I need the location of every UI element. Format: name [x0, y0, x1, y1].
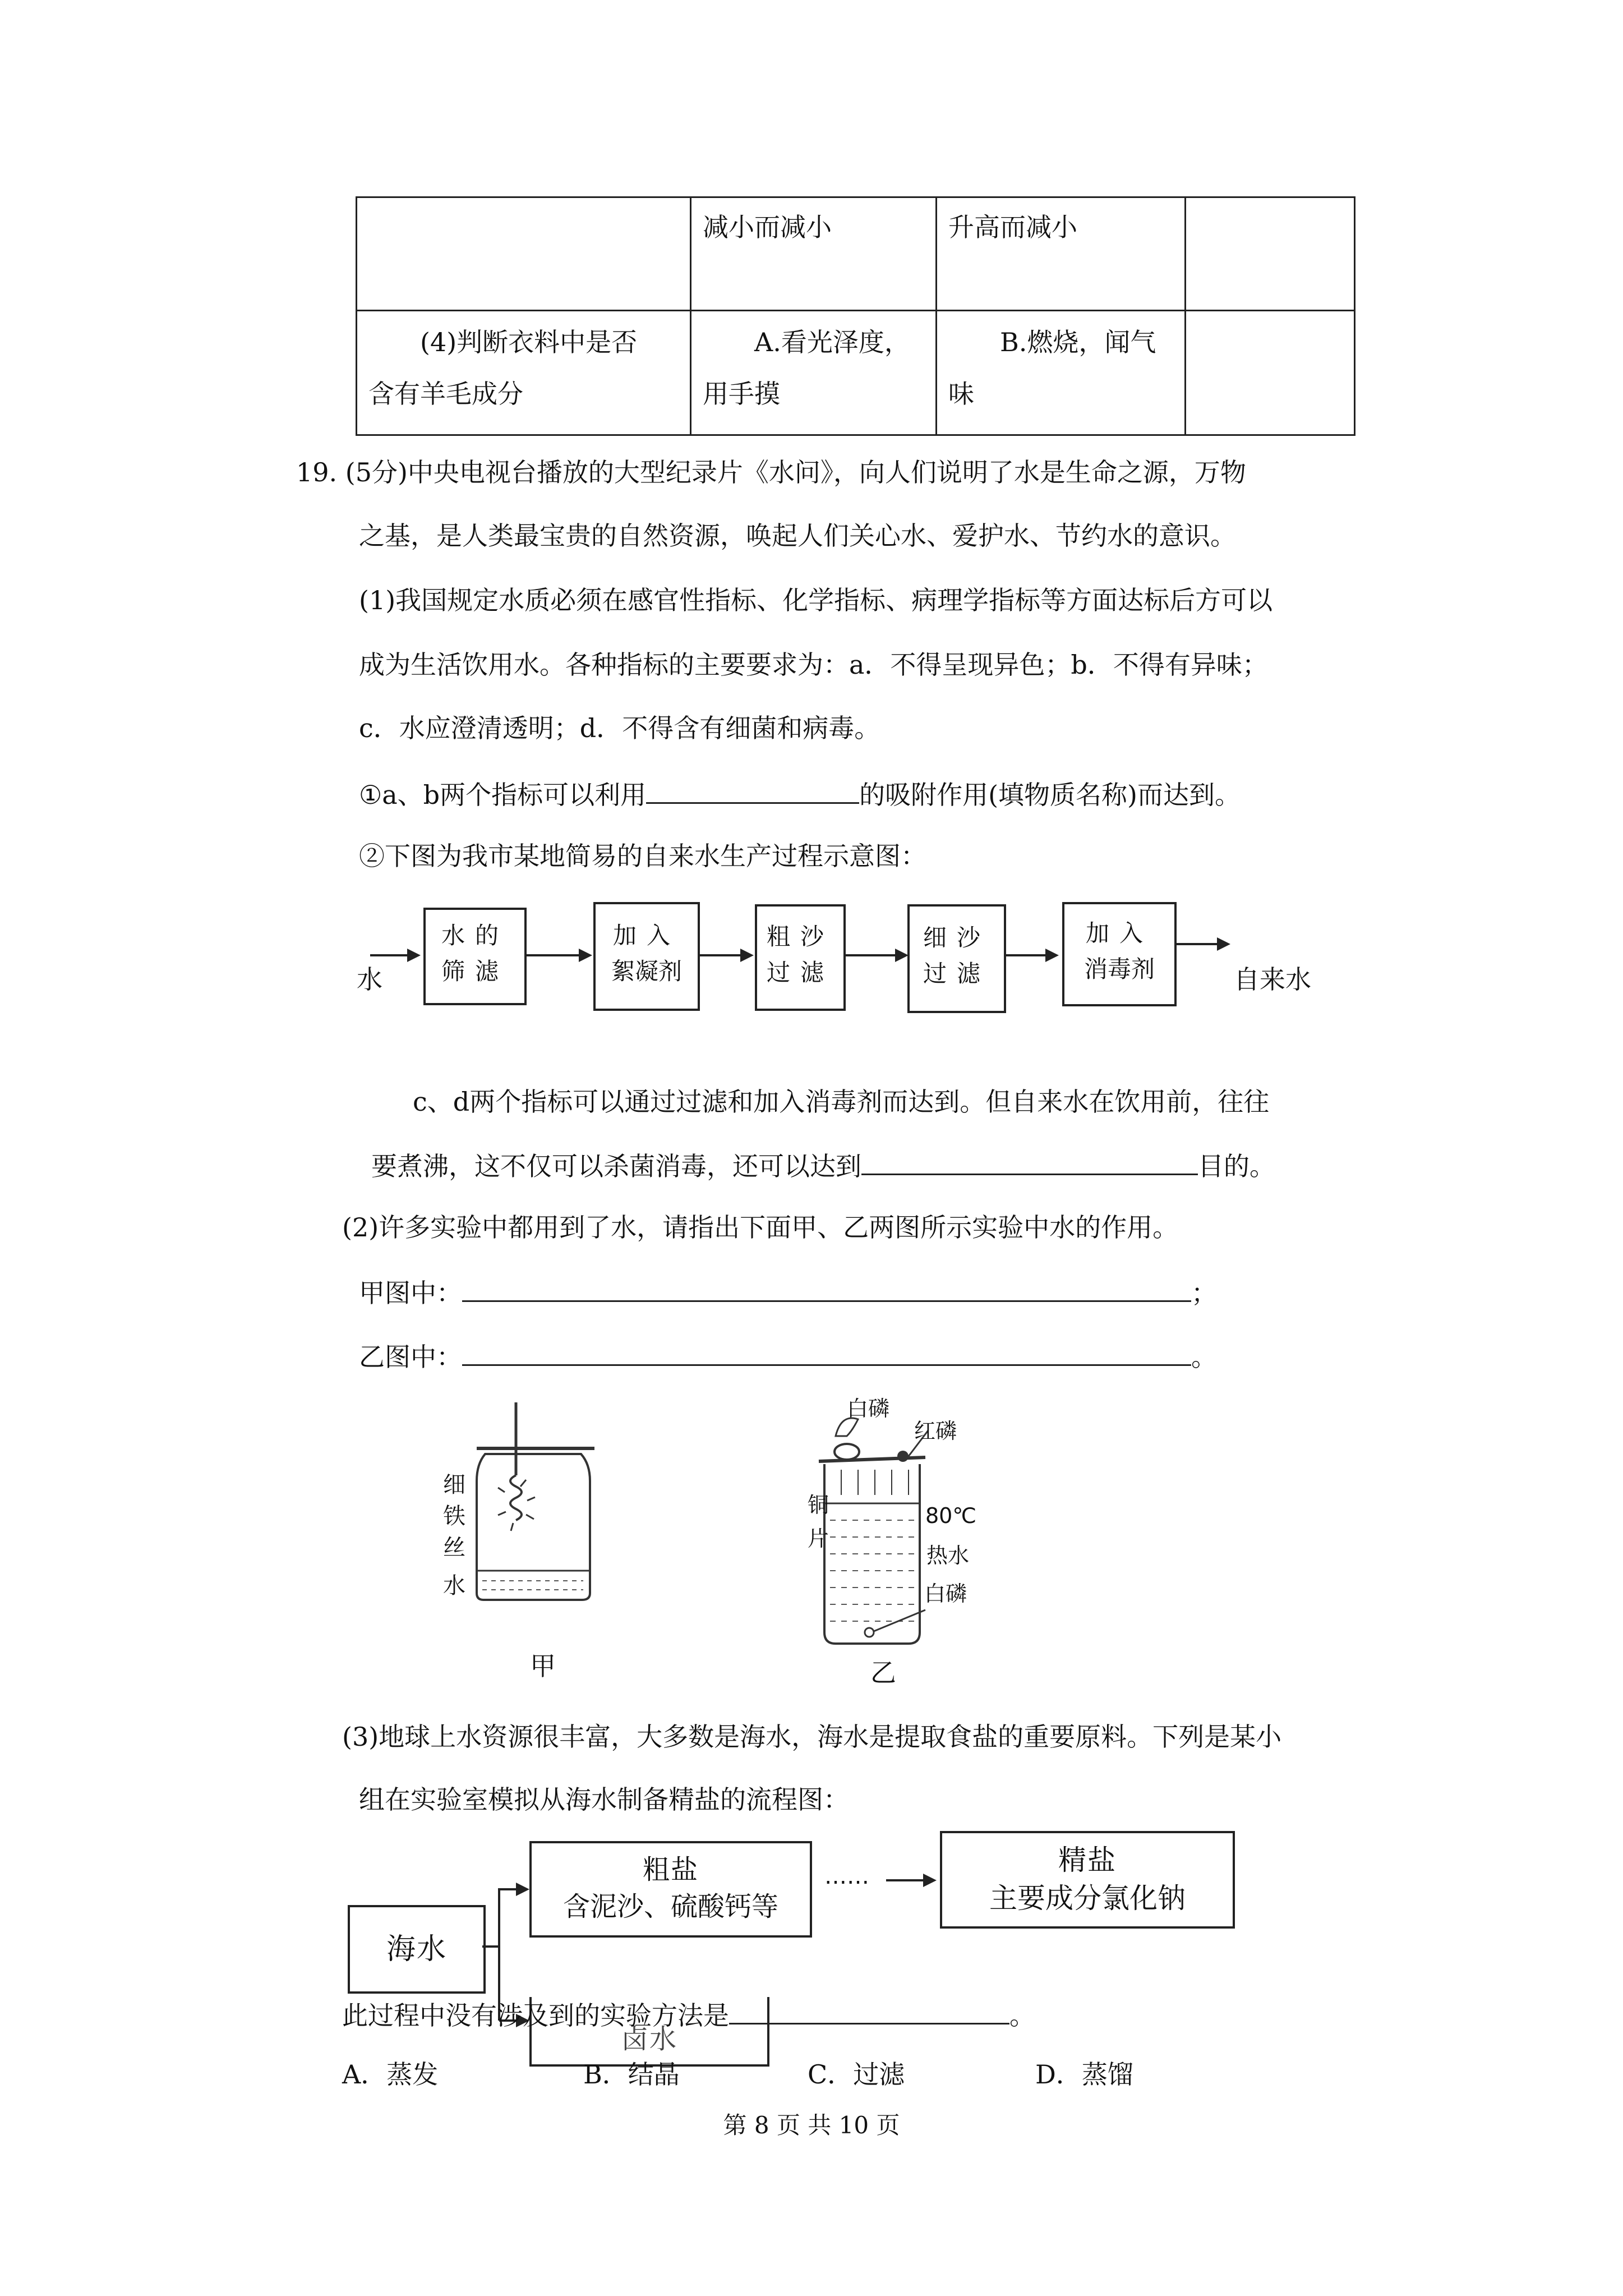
cell-line: 用手摸 — [703, 379, 780, 409]
part1-line2: 成为生活饮用水。各种指标的主要要求为：a．不得呈现异色；b．不得有异味； — [359, 650, 1268, 680]
flow-box-text: 加入 — [612, 922, 680, 949]
table-row — [357, 197, 1355, 311]
jia-question — [359, 1274, 1217, 1310]
flow-arrow-head — [1217, 937, 1230, 951]
table-cell — [357, 311, 691, 435]
figure-jia-iron-wire — [443, 1402, 611, 1616]
yi-end: 。 — [1191, 1342, 1217, 1372]
flow-box-coarse-sand — [755, 904, 846, 1011]
yi-label-white-p: 白磷 — [847, 1396, 890, 1421]
figure-jia-caption: 甲 — [530, 1651, 556, 1681]
flow-arrow-head — [579, 949, 592, 962]
cd-text-after: 目的。 — [1198, 1151, 1275, 1181]
sub1-question — [359, 776, 1241, 812]
flow-arrow — [524, 954, 580, 956]
jia-apparatus-drawing — [443, 1402, 611, 1616]
yi-label-pian: 片 — [808, 1526, 829, 1551]
page-footer: 第 8 页 共 10 页 — [723, 2111, 900, 2139]
yi-question — [359, 1338, 1217, 1374]
answer-blank-yi[interactable] — [462, 1338, 1191, 1366]
part2-text: (2)许多实验中都用到了水，请指出下面甲、乙两图所示实验中水的作用。 — [342, 1212, 1179, 1243]
cell-line: (4)判断衣料中是否 — [420, 327, 638, 357]
flow2-connector — [482, 1945, 499, 1948]
table-cell — [357, 197, 691, 311]
flow-box-disinfectant — [1062, 902, 1177, 1006]
bottom-box-text: 卤水 — [621, 2023, 677, 2055]
flow-arrow-head — [740, 949, 754, 962]
cell-line: B.燃烧，闻气 — [1000, 327, 1156, 357]
question-19-line2: 之基，是人类最宝贵的自然资源，唤起人们关心水、爱护水、节约水的意识。 — [359, 521, 1236, 551]
flow-box-text: 过滤 — [766, 959, 834, 986]
cd-text-before: 要煮沸，这不仅可以杀菌消毒，还可以达到 — [371, 1151, 861, 1181]
flow-box-text: 粗沙 — [766, 923, 834, 950]
jingyan-detail: 主要成分氯化钠 — [989, 1882, 1186, 1915]
flow-arrow-head — [1045, 949, 1059, 962]
cuyan-box — [529, 1841, 812, 1938]
jingyan-box — [940, 1831, 1235, 1929]
haishui-box — [348, 1905, 486, 1994]
flow-arrow — [1004, 954, 1048, 956]
flow-box-text: 加入 — [1085, 919, 1153, 947]
flow-input-label: 水 — [357, 964, 382, 995]
flow2-dots: …… — [824, 1864, 869, 1889]
option-c[interactable]: C．过滤 — [808, 2059, 905, 2090]
flow-arrow — [843, 954, 897, 956]
sub1-text-before: ①a、b两个指标可以利用 — [359, 780, 647, 810]
flow-arrow-head — [407, 949, 421, 962]
yi-label-white-p-2: 白磷 — [924, 1581, 967, 1606]
yi-label-tong: 铜 — [808, 1493, 829, 1517]
table-cell — [691, 311, 937, 435]
table-cell: 减小而减小 — [691, 197, 937, 311]
cd-line2 — [371, 1148, 1275, 1183]
table-row — [357, 311, 1355, 435]
flow-box-text: 筛滤 — [441, 958, 509, 985]
jia-label-water: 水 — [443, 1573, 465, 1599]
answer-blank-adsorbent[interactable] — [646, 776, 859, 804]
option-d[interactable]: D．蒸馏 — [1035, 2059, 1133, 2090]
cell-line: 味 — [948, 379, 974, 409]
cell-line: A.看光泽度， — [754, 327, 910, 357]
table-cell — [937, 311, 1186, 435]
table-cell — [1186, 197, 1355, 311]
table-cell: 升高而减小 — [937, 197, 1186, 311]
yi-label: 乙图中： — [359, 1342, 462, 1372]
jia-label-si: 丝 — [443, 1535, 465, 1561]
part3-q-before: 此过程中没有涉及到的实验方法是 — [342, 2000, 729, 2031]
part3-q-after: 。 — [1009, 2000, 1035, 2031]
sub2-text: ②下图为我市某地简易的自来水生产过程示意图： — [359, 841, 926, 871]
part3-line1: (3)地球上水资源很丰富，大多数是海水，海水是提取食盐的重要原料。下列是某小 — [342, 1722, 1282, 1752]
part1-line1: (1)我国规定水质必须在感官性指标、化学指标、病理学指标等方面达标后方可以 — [359, 585, 1273, 615]
flow2-arrow — [886, 1879, 925, 1881]
flow-box-text: 消毒剂 — [1083, 955, 1155, 983]
table-cell — [1186, 311, 1355, 435]
jia-label-tie: 铁 — [443, 1503, 465, 1529]
figure-yi-caption: 乙 — [870, 1658, 896, 1688]
flow-arrow-head — [895, 949, 909, 962]
part3-line2: 组在实验室模拟从海水制备精盐的流程图： — [359, 1784, 849, 1815]
cell-line: 含有羊毛成分 — [368, 379, 523, 409]
cuyan-title: 粗盐 — [642, 1854, 699, 1885]
flow-box-fine-sand — [907, 904, 1006, 1013]
flow-box-text: 细沙 — [923, 924, 990, 951]
flow-box-flocculant — [593, 902, 700, 1011]
flow2-arrow-head — [923, 1874, 937, 1887]
flow-output-label: 自来水 — [1234, 964, 1311, 995]
flow-arrow — [1174, 943, 1219, 945]
part3-question — [342, 1997, 1035, 2032]
flow-box-text: 絮凝剂 — [611, 958, 682, 985]
jia-label-xi: 细 — [443, 1472, 465, 1498]
yi-label-red-p: 红磷 — [914, 1419, 957, 1443]
cuyan-detail: 含泥沙、硫酸钙等 — [562, 1891, 778, 1922]
yi-label-temperature: 80℃ — [925, 1503, 977, 1528]
jia-label: 甲图中： — [359, 1278, 462, 1308]
flow-arrow — [698, 954, 743, 956]
sub1-text-after: 的吸附作用(填物质名称)而达到。 — [859, 780, 1241, 810]
answer-blank-jia[interactable] — [462, 1274, 1191, 1302]
comparison-table — [356, 196, 1355, 436]
flow-arrow — [370, 954, 408, 956]
jia-end: ； — [1191, 1278, 1217, 1308]
part1-line3: c．水应澄清透明；d．不得含有细菌和病毒。 — [359, 713, 880, 743]
option-b[interactable]: B．结晶 — [583, 2059, 680, 2090]
option-a[interactable]: A．蒸发 — [342, 2059, 439, 2090]
flow2-arrow-head — [516, 1883, 529, 1896]
question-19-line1: 19. (5分)中央电视台播放的大型纪录片《水问》，向人们说明了水是生命之源，万物 — [296, 457, 1246, 487]
flow-box-text: 水的 — [441, 922, 509, 949]
yi-label-hot-water: 热水 — [926, 1543, 970, 1568]
answer-blank-boiling-purpose[interactable] — [861, 1148, 1198, 1175]
haishui-text: 海水 — [386, 1932, 447, 1966]
cd-line1: c、d两个指标可以通过过滤和加入消毒剂而达到。但自来水在饮用前，往往 — [413, 1087, 1270, 1117]
figure-yi-phosphorus — [808, 1391, 993, 1655]
flow-box-text: 过滤 — [923, 960, 990, 987]
flow-box-screening — [423, 908, 527, 1005]
jingyan-title: 精盐 — [1058, 1844, 1117, 1876]
answer-blank-method[interactable] — [729, 1997, 1009, 2024]
